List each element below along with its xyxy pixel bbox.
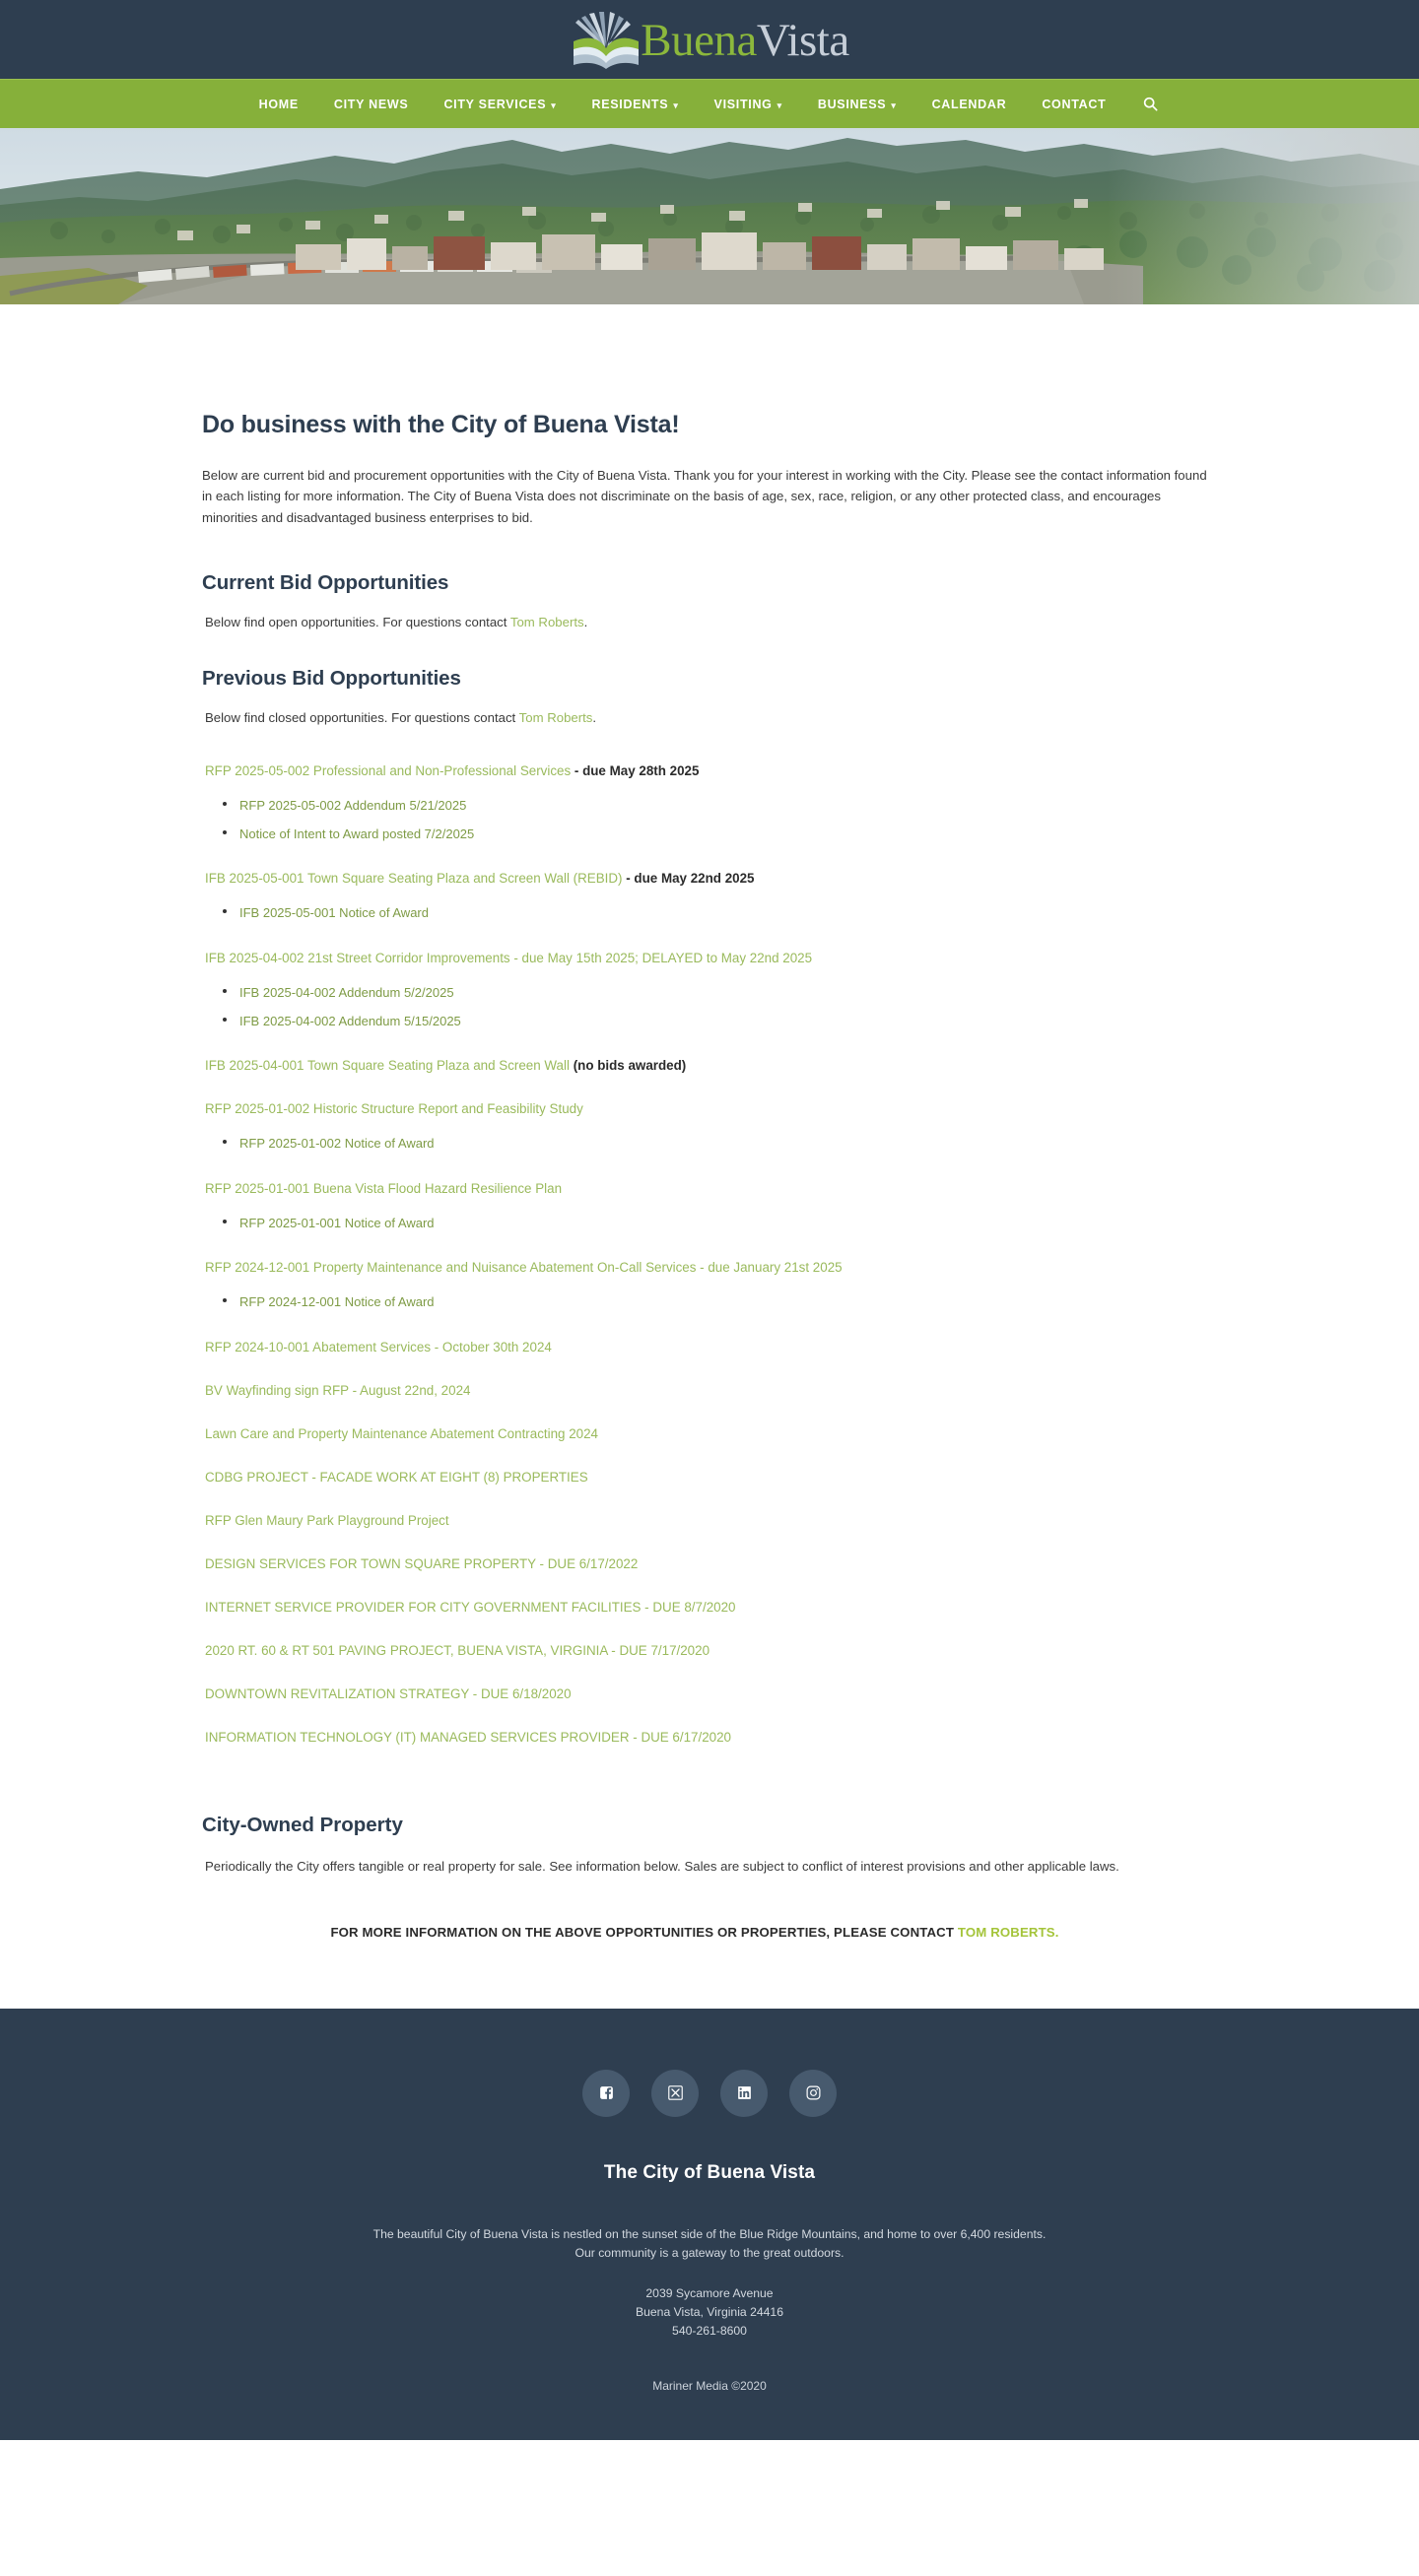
facebook-icon[interactable] <box>582 2070 630 2117</box>
bid-entry <box>205 1729 1217 1747</box>
nav-label: CITY SERVICES <box>443 97 547 111</box>
bid-attachments-list <box>205 795 1217 844</box>
main-navigation <box>0 79 1419 128</box>
address-line-2: Buena Vista, Virginia 24416 <box>636 2304 783 2319</box>
bid-link[interactable]: BV Wayfinding sign RFP - August 22nd, 2024 <box>205 1382 471 1398</box>
logo-word-vista: Vista <box>756 14 849 66</box>
bid-link[interactable]: RFP 2025-01-002 Historic Structure Report and Feasibility Study <box>205 1101 583 1117</box>
contact-link-tom-roberts[interactable]: Tom Roberts <box>509 615 584 630</box>
site-footer <box>0 2009 1419 2441</box>
note-text-after: . <box>592 710 597 726</box>
bid-entry <box>205 1057 1217 1075</box>
bid-attachment-link[interactable]: IFB 2025-04-002 Addendum 5/2/2025 <box>239 984 454 1000</box>
bid-attachment-link[interactable]: RFP 2025-01-001 Notice of Award <box>239 1215 435 1230</box>
bid-entry <box>205 1382 1217 1400</box>
footer-description-line1: The beautiful City of Buena Vista is nestled on the sunset side of the Blue Ridge Mountains, and home to over 6,400 residents. <box>372 2226 1047 2241</box>
nav-item-contact[interactable] <box>1024 80 1123 129</box>
bid-entry <box>205 1425 1217 1443</box>
bid-attachments-list <box>205 1133 1217 1155</box>
nav-item-residents[interactable] <box>574 80 696 129</box>
bid-link[interactable]: RFP 2024-12-001 Property Maintenance and Nuisance Abatement On-Call Services - due January 21st 2025 <box>205 1260 843 1276</box>
intro-paragraph: Below are current bid and procurement opportunities with the City of Buena Vista. Thank you for your interest in working with the City. Please see the contact information found in each listing for more information. The City of Buena Vista does not discriminate on the basis of age, sex, race, religion, or any other protected class, and encourages minorities and disadvantaged business enterprises to bid. <box>202 468 1207 525</box>
bid-link[interactable]: RFP Glen Maury Park Playground Project <box>205 1512 449 1528</box>
bid-link[interactable]: 2020 RT. 60 & RT 501 PAVING PROJECT, BUENA VISTA, VIRGINIA - DUE 7/17/2020 <box>205 1642 710 1658</box>
bid-attachment-link[interactable]: IFB 2025-04-002 Addendum 5/15/2025 <box>239 1013 461 1028</box>
bid-link[interactable]: INTERNET SERVICE PROVIDER FOR CITY GOVERNMENT FACILITIES - DUE 8/7/2020 <box>205 1599 736 1615</box>
phone-number[interactable]: 540-261-8600 <box>672 2323 747 2338</box>
bid-attachment-link[interactable]: RFP 2025-05-002 Addendum 5/21/2025 <box>239 798 467 814</box>
town-aerial-illustration <box>0 128 1419 304</box>
search-icon[interactable] <box>1123 97 1178 111</box>
bid-entry <box>205 1469 1217 1486</box>
bid-attachments-list <box>205 1213 1217 1234</box>
logo-word-buena: Buena <box>641 14 757 66</box>
bid-link[interactable]: RFP 2025-01-001 Buena Vista Flood Hazard Resilience Plan <box>205 1180 563 1196</box>
list-item <box>223 1133 1217 1155</box>
bid-attachment-link[interactable]: Notice of Intent to Award posted 7/2/2025 <box>239 826 475 841</box>
nav-item-business[interactable] <box>800 80 914 129</box>
nav-label: CITY NEWS <box>333 97 409 111</box>
list-item <box>223 902 1217 924</box>
list-item <box>223 1291 1217 1313</box>
nav-label: VISITING <box>713 97 773 111</box>
site-header <box>0 0 1419 79</box>
callout-contact-link[interactable]: TOM ROBERTS. <box>957 1924 1059 1940</box>
list-item <box>223 824 1217 845</box>
content-container <box>202 411 1217 1940</box>
bid-link[interactable]: CDBG PROJECT - FACADE WORK AT EIGHT (8) PROPERTIES <box>205 1469 588 1485</box>
city-owned-property-text: Periodically the City offers tangible or real property for sale. See information below. Sales are subject to conflict of interest provisions and other applicable laws. <box>205 1858 1119 1874</box>
contact-link-tom-roberts[interactable]: Tom Roberts <box>518 710 593 726</box>
bid-due-date: - due May 22nd 2025 <box>622 871 755 887</box>
bid-entry <box>205 1100 1217 1155</box>
nav-label: RESIDENTS <box>591 97 669 111</box>
nav-item-home[interactable] <box>241 80 316 129</box>
footer-description-line2: Our community is a gateway to the great outdoors. <box>574 2245 845 2260</box>
bid-entry <box>205 1512 1217 1530</box>
nav-label: BUSINESS <box>817 97 887 111</box>
main-content <box>0 304 1419 2009</box>
list-item <box>223 1011 1217 1032</box>
previous-bids-note <box>202 710 1217 725</box>
hero-banner-image <box>0 128 1419 304</box>
bid-attachment-link[interactable]: RFP 2024-12-001 Notice of Award <box>239 1294 435 1310</box>
bid-entry <box>205 1180 1217 1234</box>
nav-item-calendar[interactable] <box>914 80 1025 129</box>
bid-entry <box>205 1555 1217 1573</box>
bid-due-date: - due May 28th 2025 <box>571 763 700 779</box>
chevron-down-icon: ▾ <box>551 99 557 110</box>
chevron-down-icon: ▾ <box>673 99 679 110</box>
bid-link[interactable]: Lawn Care and Property Maintenance Abatement Contracting 2024 <box>205 1425 598 1441</box>
bid-entry <box>205 1339 1217 1356</box>
nav-label: CONTACT <box>1042 97 1107 111</box>
bid-entry <box>205 1642 1217 1660</box>
bid-link[interactable]: IFB 2025-05-001 Town Square Seating Plaza and Screen Wall (REBID) <box>205 871 623 887</box>
page-title: Do business with the City of Buena Vista! <box>202 411 680 438</box>
nav-items <box>241 80 1179 129</box>
linkedin-icon[interactable] <box>720 2070 768 2117</box>
footer-address <box>0 2284 1419 2341</box>
bid-entry <box>205 870 1217 924</box>
bid-attachments-list <box>205 982 1217 1031</box>
city-owned-property-heading: City-Owned Property <box>202 1813 403 1836</box>
footer-credit: Mariner Media ©2020 <box>652 2379 767 2394</box>
footer-title: The City of Buena Vista <box>603 2161 816 2183</box>
bid-entry <box>205 1685 1217 1703</box>
bid-link[interactable]: DESIGN SERVICES FOR TOWN SQUARE PROPERTY - DUE 6/17/2022 <box>205 1555 639 1571</box>
nav-item-city-news[interactable] <box>316 80 427 129</box>
bid-entry <box>205 950 1217 1031</box>
note-text-before: Below find closed opportunities. For questions contact <box>205 710 519 726</box>
bid-entry <box>205 1599 1217 1617</box>
bid-link[interactable]: IFB 2025-04-002 21st Street Corridor Improvements - due May 15th 2025; DELAYED to May 22nd 2025 <box>205 950 813 965</box>
previous-bids-heading: Previous Bid Opportunities <box>202 667 461 691</box>
social-links <box>0 2070 1419 2117</box>
footer-description <box>0 2225 1419 2263</box>
bid-attachments-list <box>205 902 1217 924</box>
instagram-icon[interactable] <box>789 2070 837 2117</box>
bid-attachment-link[interactable]: RFP 2025-01-002 Notice of Award <box>239 1136 435 1152</box>
current-bids-heading: Current Bid Opportunities <box>202 571 449 595</box>
note-text-before: Below find open opportunities. For questions contact <box>205 615 510 630</box>
bid-entry <box>205 762 1217 844</box>
nav-item-city-services[interactable] <box>426 80 574 129</box>
bid-attachments-list <box>205 1291 1217 1313</box>
chevron-down-icon: ▾ <box>891 99 897 110</box>
bid-link[interactable]: IFB 2025-04-001 Town Square Seating Plaza and Screen Wall <box>205 1058 570 1074</box>
bid-link[interactable]: RFP 2025-05-002 Professional and Non-Professional Services <box>205 763 572 779</box>
bid-entry <box>205 1259 1217 1313</box>
address-line-1: 2039 Sycamore Avenue <box>645 2285 774 2300</box>
list-item <box>223 1213 1217 1234</box>
current-bids-note <box>202 615 1217 629</box>
previous-bids-list <box>202 762 1217 1747</box>
list-item <box>223 795 1217 817</box>
bid-attachment-link[interactable]: IFB 2025-05-001 Notice of Award <box>239 905 429 921</box>
bid-due-date: (no bids awarded) <box>569 1058 687 1074</box>
bid-link[interactable]: INFORMATION TECHNOLOGY (IT) MANAGED SERVICES PROVIDER - DUE 6/17/2020 <box>205 1729 732 1745</box>
x-twitter-icon[interactable] <box>651 2070 699 2117</box>
callout-text: FOR MORE INFORMATION ON THE ABOVE OPPORTUNITIES OR PROPERTIES, PLEASE CONTACT <box>330 1924 958 1940</box>
nav-label: CALENDAR <box>931 97 1007 111</box>
nav-item-visiting[interactable] <box>697 80 800 129</box>
site-logo[interactable] <box>570 9 848 70</box>
list-item <box>223 982 1217 1004</box>
bid-link[interactable]: RFP 2024-10-001 Abatement Services - October 30th 2024 <box>205 1339 552 1354</box>
sunrise-book-icon <box>570 9 642 70</box>
bid-link[interactable]: DOWNTOWN REVITALIZATION STRATEGY - DUE 6/18/2020 <box>205 1685 572 1701</box>
logo-wordmark <box>641 14 849 66</box>
chevron-down-icon: ▾ <box>777 99 782 110</box>
note-text-after: . <box>583 615 588 630</box>
nav-label: HOME <box>258 97 299 111</box>
contact-callout <box>202 1925 1217 1940</box>
